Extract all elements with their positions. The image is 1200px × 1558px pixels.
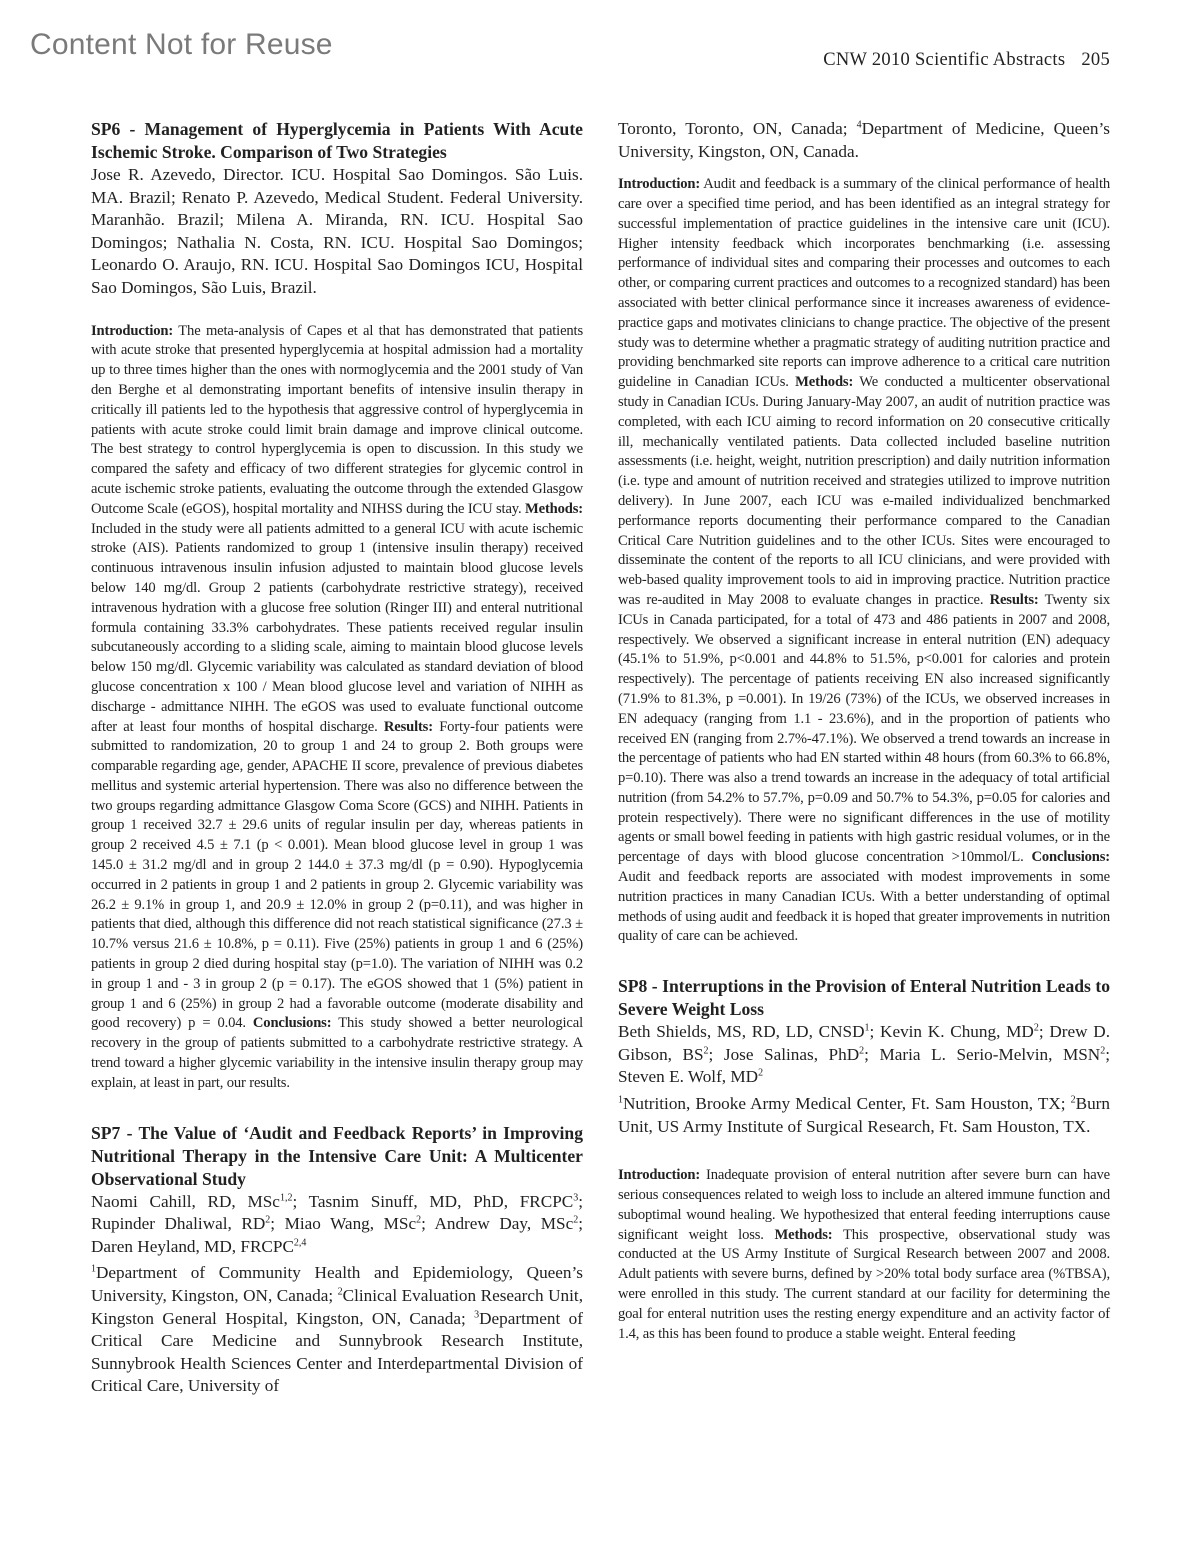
- left-column: [91, 118, 583, 1398]
- methods-text: We conducted a multicenter observational study in Canadian ICUs. During January-May 2007, an audit of nutrition practice was completed, with each ICU aiming to record information on 20 consecutive critically ill, mechanically ventilated patients. Data collected included baseline nutrition assessments (i.e. height, weight, nutrition prescription) and daily nutrition information (i.e. type and amount of nutrition received and strategies utilized to improve nutrition delivery). In June 2007, each ICU was e-mailed individualized benchmarked performance reports documenting their performance compared to the Canadian Critical Care Nutrition guidelines and to the other ICUs. Sites were encouraged to disseminate the content of the reports to all ICU clinicians, and were provided with web-based quality improvement tools to aid in improving practice. Nutrition practice was re-audited in May 2008 to evaluate changes in practice.: [618, 374, 1111, 608]
- abstract-sp6: [91, 118, 583, 1094]
- label-methods: Methods:: [774, 1226, 833, 1243]
- superscript-marker: 2: [416, 1214, 422, 1226]
- introduction-text: Audit and feedback is a summary of the clinical performance of health care over a specified time period, and has been identified as an integral strategy for successful implementation of practice guidelines in the intensive care unit (ICU). Higher intensity feedback which incorporates benchmarking (i.e. assessing performance of individual sites and comparing their processes and outcomes to each other, or comparing current practices and outcomes to a recognized standard) has been associated with better clinical performance since it increases awareness of evidence-practice gaps and motivates clinicians to change practice. The objective of the present study was to determine whether a pragmatic strategy of auditing nutrition practice and providing benchmarked site reports can improve adherence to a critical care nutrition guideline in Canadian ICUs.: [618, 176, 1110, 391]
- abstract-authors: Naomi Cahill, RD, MSc$^{1,2}$; Tasnim Sinuff, MD, PhD, FRCPC$^3$; Rupinder Dhaliwal, $RD^2$; Miao Wang, MSc$^2$; Andrew Day, MSc$^2$; Daren Heyland, MD, FRCPC$^{2,4}$: [91, 1191, 584, 1256]
- abstract-title: SP6 - Management of Hyperglycemia in Patients With Acute Ischemic Stroke. Comparison of Two Strategies: [91, 119, 583, 162]
- superscript-marker: 1: [864, 1022, 870, 1034]
- label-results: Results:: [989, 591, 1039, 608]
- conclusions-text: This study showed a better neurological recovery in the group of patients submitted to a carbohydrate restrictive strategy. A trend toward a higher glycemic variability in the intensive insulin therapy group may explain, at least in part, our results.: [91, 1015, 583, 1091]
- label-conclusions: Conclusions:: [252, 1015, 332, 1032]
- superscript-marker: 2,4: [293, 1237, 307, 1249]
- abstract-affiliations: $^1$Nutrition, Brooke Army Medical Center, Ft. Sam Houston, TX; $^2$Burn Unit, US Army Institute of Surgical Research, Ft. Sam Houston, TX.: [618, 1094, 1110, 1136]
- abstract-sp8: [618, 975, 1110, 1344]
- label-introduction: Introduction:: [91, 322, 174, 339]
- results-text: Forty-four patients were submitted to randomization, 20 to group 1 and 24 to group 2. Both groups were comparable regarding age, gender, APACHE II score, prevalence of previous diabetes mellitus and systemic arterial hypertension. There was also no difference between the two groups regarding admittance Glasgow Coma Score (GCS) and NIHH. Patients in group 1 received 32.7 ± 29.6 units of regular insulin per day, whereas patients in group 2 received 4.5 ± 7.1 (p < 0.001). Mean blood glucose level in group 1 was 145.0 ± 31.2 mg/dl and in group 2 144.0 ± 37.3 mg/dl (p = 0.90). Hypoglycemia occurred in 2 patients in group 1 and 2 patients in group 2. Glycemic variability was 26.2 ± 9.1% in group 1, and 20.9 ± 12.0% in group 2 (p=0.11), and was higher in patients that died, although this difference did not reach statistical significance (27.3 ± 10.7% versus 21.6 ± 10.8%, p = 0.11). Five (25%) patients in group 1 and 6 (25%) patients in group 2 died during hospital stay (p=1.0). The variation of NIHH was 0.2 in group 1 and - 3 in group 2 (p = 0.17). The eGOS showed that 1 (5%) patient in group 1 and 6 (25%) in group 2 had a favorable outcome (moderate disability and good recovery) p = 0.04.: [91, 718, 584, 1032]
- superscript-marker: 2: [758, 1067, 764, 1079]
- right-column: [618, 118, 1110, 1344]
- page-number: 205: [1081, 50, 1110, 70]
- label-introduction: Introduction:: [618, 1167, 701, 1184]
- abstract-authors: Beth Shields, MS, RD, LD, CNSD$^1$; Kevin K. Chung, $MD^2$; Drew D. Gibson, $BS^2$; Jose Salinas, PhD$^2$; Maria L. Serio-Melvin, MSN$^2$; Steven E. Wolf, $MD^2$: [618, 1022, 1110, 1087]
- abstract-body: [618, 1166, 1110, 1344]
- abstract-sp7-continued: [618, 118, 1110, 947]
- superscript-marker: 1: [618, 1094, 623, 1106]
- methods-text: Included in the study were all patients admitted to a general ICU with acute ischemic stroke (AIS). Patients randomized to group 1 (intensive insulin therapy) received continuous intravenous insulin infusion adjusted to maintain blood glucose levels below 140 mg/dl. Group 2 patients (carbohydrate restrictive strategy), received intravenous hydration with a glucose free solution (Ringer III) and enteral nutritional formula containing 33.3% carbohydrates. These patients received regular insulin subcutaneously according to a sliding scale, aiming to maintain blood glucose levels below 150 mg/dl. Glycemic variability was calculated as standard deviation of blood glucose concentration x 100 / Mean blood glucose level and variation of NIHH as discharge - admittance NIHH. The eGOS was used to evaluate functional outcome after at least four months of hospital discharge.: [91, 520, 583, 735]
- label-conclusions: Conclusions:: [1031, 849, 1110, 866]
- abstract-affiliations: $^1$Department of Community Health and Epidemiology, Queen’s University, Kingston, ON, Canada; $^2$Clinical Evaluation Research Unit, Kingston General Hospital, Kingston, ON, Canada; $^3$Department of Critical Care Medicine and Sunnybrook Research Institute, Sunnybrook Health Sciences Center and Interdepartmental Division of Critical Care, University of: [91, 1263, 584, 1396]
- journal-title: CNW 2010 Scientific Abstracts: [823, 50, 1066, 70]
- running-head: [823, 50, 1110, 71]
- abstract-body: [618, 175, 1110, 947]
- superscript-marker: 4: [856, 119, 862, 131]
- abstract-title: SP7 - The Value of ‘Audit and Feedback Reports’ in Improving Nutritional Therapy in the Intensive Care Unit: A Multicenter Observational Study: [91, 1122, 583, 1189]
- superscript-marker: 2: [573, 1214, 579, 1226]
- superscript-marker: 1: [91, 1263, 96, 1275]
- results-text: Twenty six ICUs in Canada participated, for a total of 473 and 486 patients in 2007 and 2008, respectively. We observed a significant increase in enteral nutrition (EN) adequacy (45.1% to 51.9%, p<0.001 and 44.8% to 51.5%, p<0.001 for calories and protein respectively). The percentage of patients receiving EN also increased significantly (71.9% to 81.3%, p =0.001). In 19/26 (73%) of the ICUs, we observed increases in EN adequacy (ranging from 1.1 - 23.6%), and in the proportion of patients who received EN (ranging from 2.7%-47.1%). We observed a trend towards an increase in the percentage of patients who had EN started within 48 hours (from 60.3% to 66.8%, p=0.10). There was also a trend towards an increase in the adequacy of total artificial nutrition (from 54.2% to 57.7%, p=0.09 and 50.7% to 54.3%, p=0.05 for calories and protein respectively). There were no significant differences in the use of motility agents or small bowel feeding in patients with high gastric residual volumes, or in the percentage of days with blood glucose concentration >10mmol/L.: [618, 591, 1110, 866]
- superscript-marker: 2: [859, 1045, 865, 1057]
- superscript-marker: 2: [1070, 1094, 1076, 1106]
- label-results: Results:: [383, 718, 433, 735]
- superscript-marker: 2: [1100, 1045, 1106, 1057]
- watermark: Content Not for Reuse: [30, 28, 333, 61]
- superscript-marker: 2: [265, 1214, 271, 1226]
- introduction-text: Inadequate provision of enteral nutrition after severe burn can have serious consequences related to weigh loss to include an altered immune function and suboptimal wound healing. We hypothesized that enteral feeding interruptions cause significant weight loss.: [618, 1167, 1110, 1243]
- abstract-affiliations-continued: Toronto, Toronto, ON, Canada; $^4$Department of Medicine, Queen’s University, Kingston, ON, Canada.: [618, 119, 1110, 161]
- superscript-marker: 3: [573, 1191, 579, 1203]
- abstract-title: SP8 - Interruptions in the Provision of Enteral Nutrition Leads to Severe Weight Loss: [618, 976, 1110, 1020]
- abstract-sp7: [91, 1122, 583, 1398]
- label-methods: Methods:: [795, 374, 854, 391]
- superscript-marker: 2: [337, 1286, 343, 1298]
- methods-text: This prospective, observational study was conducted at the US Army Institute of Surgical Research between 2007 and 2008. Adult patients with severe burns, defined by >20% total body surface area (%TBSA), were enrolled in this study. The current standard at our facility for determining the goal for enteral nutrition uses the resting energy expenditure and an activity factor of 1.4, as this has been found to produce a stable weight. Enteral feeding: [618, 1226, 1110, 1342]
- abstract-body: [91, 322, 583, 1094]
- label-introduction: Introduction:: [618, 176, 701, 193]
- superscript-marker: 2: [703, 1045, 709, 1057]
- superscript-marker: 2: [1033, 1022, 1039, 1034]
- introduction-text: The meta-analysis of Capes et al that has demonstrated that patients with acute stroke that presented hyperglycemia at hospital admission had a mortality up to three times higher than the ones with normoglycemia and the 2001 study of Van den Berghe et al demonstrating important benefits of intensive insulin therapy in critically ill patients led to the hypothesis that aggressive control of hyperglycemia in patients with acute stroke could limit brain damage and improve clinical outcome. The best strategy to control hyperglycemia is open to discussion. In this study we compared the safety and efficacy of two different strategies for glycemic control in acute ischemic stroke patients, evaluating the outcome through the extended Glasgow Outcome Scale (eGOS), hospital mortality and NIHSS during the ICU stay.: [91, 322, 583, 517]
- abstract-authors: Jose R. Azevedo, Director. ICU. Hospital Sao Domingos. São Luis. MA. Brazil; Renato P. Azevedo, Medical Student. Federal University. Maranhão. Brazil; Milena A. Miranda, RN. ICU. Hospital Sao Domingos; Nathalia N. Costa, RN. ICU. Hospital Sao Domingos; Leonardo O. Araujo, RN. ICU. Hospital Sao Domingos ICU, Hospital Sao Domingos, São Luis, Brazil.: [91, 165, 583, 297]
- superscript-marker: 1,2: [279, 1191, 293, 1203]
- label-methods: Methods:: [525, 500, 583, 517]
- superscript-marker: 3: [474, 1308, 480, 1320]
- conclusions-text: Audit and feedback reports are associated with modest improvements in some nutrition practices in many Canadian ICUs. With a better understanding of optimal methods of using audit and feedback it is hoped that greater improvements in nutrition quality of care can be achieved.: [618, 869, 1110, 945]
